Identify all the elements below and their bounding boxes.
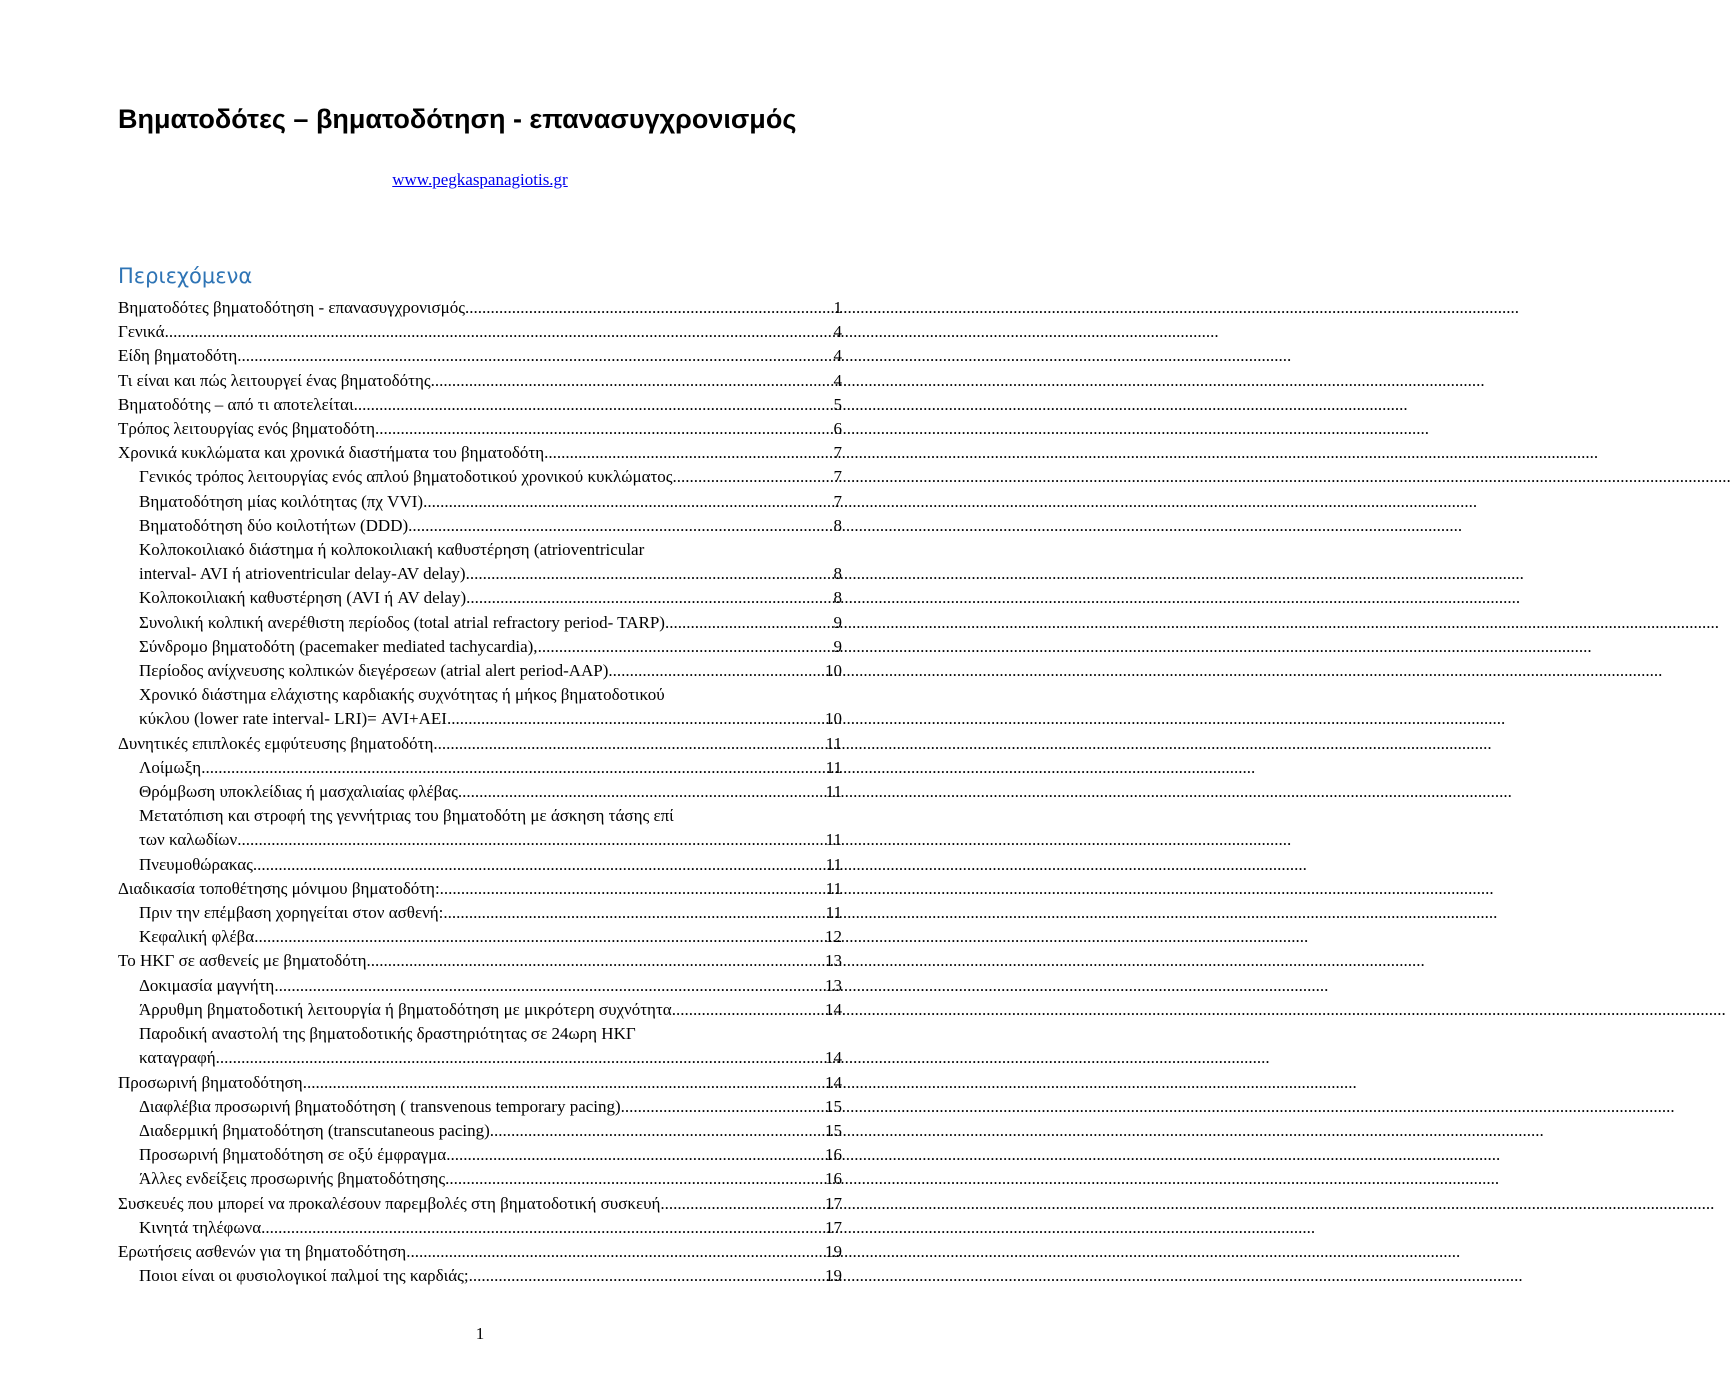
toc-entry-page: 19 [825, 1266, 842, 1286]
toc-entry-text: Συσκευές που μπορεί να προκαλέσουν παρεμβολές στη βηματοδοτική συσκευή [118, 1193, 661, 1213]
toc-entry[interactable] [118, 1167, 842, 1191]
toc-entry-page: 11 [825, 782, 842, 802]
toc-entry-page: 4 [833, 322, 842, 342]
toc-heading: Περιεχόμενα [118, 264, 253, 288]
toc-entry-page: 7 [833, 467, 842, 487]
toc-entry-text: Βηματοδότης – από τι αποτελείται [118, 394, 354, 414]
toc-entry-page: 15 [825, 1120, 842, 1140]
toc-entry-text: Κολποκοιλιακό διάστημα ή κολποκοιλιακή καθυστέρηση (atrioventricular [139, 540, 645, 560]
toc-entry-page: 13 [825, 975, 842, 995]
toc-leader-dots [261, 1216, 822, 1240]
toc-entry-text: Δυνητικές επιπλοκές εμφύτευσης βηματοδότη. [118, 733, 438, 753]
toc-leader-dots [440, 877, 823, 901]
toc-entry-page: 17 [825, 1193, 842, 1213]
toc-entry-page: 8 [833, 564, 842, 584]
toc-leader-dots [303, 1071, 822, 1095]
toc-entry-page: 10 [825, 661, 842, 681]
toc-entry-text: Κολποκοιλιακή καθυστέρηση (AVI ή AV delay) [139, 588, 467, 608]
toc-entry-page: 4 [833, 370, 842, 390]
toc-entry[interactable] [118, 1240, 842, 1264]
toc-entry-text: Βηματοδότες βηματοδότηση - επανασυγχρονισμός [118, 298, 465, 317]
toc-entry-text: Λοίμωξη [139, 757, 202, 777]
toc-entry[interactable] [118, 490, 842, 514]
toc-leader-dots [677, 465, 831, 489]
toc-leader-dots [446, 1143, 822, 1167]
toc-entry-text: Διαφλέβια προσωρινή βηματοδότηση ( transvenous temporary pacing) [139, 1096, 621, 1116]
toc-leader-dots [165, 320, 831, 344]
toc-entry-page: 5 [833, 394, 842, 414]
toc-entry-text: καταγραφή [139, 1048, 216, 1068]
toc-entry[interactable] [118, 586, 842, 610]
toc-entry[interactable] [118, 320, 842, 344]
toc-leader-dots [458, 780, 823, 804]
toc-entry[interactable] [118, 1095, 842, 1119]
toc-entry[interactable] [118, 441, 842, 465]
toc-entry[interactable] [118, 804, 842, 852]
toc-entry[interactable] [118, 925, 842, 949]
toc-entry-text: Βηματοδότηση μίας κοιλότητας (πχ VVI) [139, 491, 424, 511]
toc-entry-text: Τι είναι και πώς λειτουργεί ένας βηματοδότης [118, 370, 431, 390]
toc-entry-page: 14 [825, 1048, 842, 1068]
toc-entry-page: 19 [825, 1241, 842, 1261]
toc-leader-dots [216, 1046, 822, 1070]
toc-entry-text: των καλωδίων [139, 830, 238, 850]
toc-entry[interactable] [118, 393, 842, 417]
toc-entry-page: 15 [825, 1096, 842, 1116]
toc-entry-text: Παροδική αναστολή της βηματοδοτικής δραστηριότητας σε 24ωρη ΗΚΓ [139, 1024, 636, 1044]
toc-entry-text: Διαδερμική βηματοδότηση (transcutaneous pacing) [139, 1120, 490, 1140]
toc-leader-dots [466, 586, 830, 610]
toc-entry-text: Τρόπος λειτουργίας ενός βηματοδότη [118, 419, 376, 439]
toc-entry-page: 4 [833, 346, 842, 366]
toc-entry-page: 17 [825, 1217, 842, 1237]
toc-leader-dots [544, 441, 830, 465]
toc-entry[interactable] [118, 683, 842, 731]
toc-entry-text: Το ΗΚΓ σε ασθενείς με βηματοδότη. [118, 951, 371, 971]
toc-leader-dots [201, 756, 822, 780]
document-title: Βηματοδότες – βηματοδότηση - επανασυγχρονισμός [118, 104, 797, 134]
toc-entry-page: 11 [825, 830, 842, 850]
toc-entry[interactable] [118, 756, 842, 780]
toc-entry-page: 7 [833, 443, 842, 463]
toc-entry[interactable] [118, 369, 842, 393]
toc-leader-dots [438, 732, 823, 756]
toc-entry[interactable] [118, 780, 842, 804]
toc-entry[interactable] [118, 296, 842, 320]
toc-entry[interactable] [118, 949, 842, 973]
toc-entry[interactable] [118, 417, 842, 441]
toc-entry-text: Κεφαλική φλέβα [139, 927, 255, 947]
toc-entry-page: 9 [833, 612, 842, 632]
toc-leader-dots [237, 344, 830, 368]
toc-entry[interactable] [118, 1192, 842, 1216]
toc-entry[interactable] [118, 998, 842, 1022]
toc-entry-page: 16 [825, 1169, 842, 1189]
toc-entry-page: 11 [825, 903, 842, 923]
toc-entry[interactable] [118, 1022, 842, 1070]
toc-entry-text: interval- AVI ή atrioventricular delay-AV delay). [139, 564, 470, 584]
toc-entry-page: 8 [833, 588, 842, 608]
toc-leader-dots [237, 828, 822, 852]
toc-entry-text: Άλλες ενδείξεις προσωρινής βηματοδότησης [139, 1169, 446, 1189]
toc-entry-text: Πριν την επέμβαση χορηγείται στον ασθενή: [139, 903, 444, 923]
toc-entry[interactable] [118, 1264, 842, 1288]
toc-entry-text: Σύνδρομο βηματοδότη (pacemaker mediated tachycardia), [139, 636, 538, 656]
toc-entry-text: Πνευμοθώρακας [139, 854, 253, 874]
toc-leader-dots [469, 1264, 822, 1288]
toc-leader-dots [274, 974, 822, 998]
toc-entry[interactable] [118, 659, 842, 683]
toc-entry-page: 12 [825, 927, 842, 947]
toc-entry[interactable] [118, 538, 842, 586]
toc-entry-page: 13 [825, 951, 842, 971]
toc-entry-text: Βηματοδότηση δύο κοιλοτήτων (DDD) [139, 515, 409, 535]
table-of-contents [118, 296, 842, 1288]
toc-entry[interactable] [118, 732, 842, 756]
toc-entry-text: Προσωρινή βηματοδότηση σε οξύ έμφραγμα [139, 1145, 447, 1165]
toc-entry-text: Συνολική κολπική ανερέθιστη περίοδος (total atrial refractory period- TARP) [139, 612, 665, 632]
toc-entry[interactable] [118, 1119, 842, 1143]
toc-entry-text: Ερωτήσεις ασθενών για τη βηματοδότηση [118, 1241, 407, 1261]
toc-leader-dots [490, 1119, 822, 1143]
toc-leader-dots [538, 635, 831, 659]
toc-entry-text: Δοκιμασία μαγνήτη [139, 975, 275, 995]
toc-entry[interactable] [118, 1216, 842, 1240]
toc-leader-dots [672, 998, 822, 1022]
toc-entry-text: Γενικά [118, 322, 165, 342]
toc-entry[interactable] [118, 877, 842, 901]
toc-entry[interactable] [118, 901, 842, 925]
toc-entry-text: Μετατόπιση και στροφή της γεννήτριας του βηματοδότη με άσκηση τάσης επί [139, 806, 674, 826]
toc-entry-page: 8 [833, 515, 842, 535]
toc-leader-dots [371, 949, 822, 973]
toc-entry-text: Γενικός τρόπος λειτουργίας ενός απλού βηματοδοτικού χρονικού κυκλώματος. [139, 467, 677, 487]
toc-leader-dots [608, 659, 822, 683]
toc-entry-page: 6 [833, 419, 842, 439]
toc-leader-dots [406, 1240, 822, 1264]
toc-entry[interactable] [118, 465, 842, 489]
toc-leader-dots [431, 369, 831, 393]
toc-entry-text: Κινητά τηλέφωνα [139, 1217, 262, 1237]
toc-leader-dots [660, 1192, 822, 1216]
toc-leader-dots [665, 611, 831, 635]
toc-entry[interactable] [118, 1071, 842, 1095]
toc-entry-text: Χρονικά κυκλώματα και χρονικά διαστήματα του βηματοδότη [118, 443, 545, 463]
toc-entry-text: Άρρυθμη βηματοδοτική λειτουργία ή βηματοδότηση με μικρότερη συχνότητα [139, 999, 672, 1019]
toc-leader-dots [465, 296, 831, 320]
toc-entry-text: Είδη βηματοδότη [118, 346, 238, 366]
toc-leader-dots [253, 853, 823, 877]
toc-entry-page: 11 [825, 757, 842, 777]
website-link[interactable]: www.pegkaspanagiotis.gr [392, 170, 568, 189]
toc-entry-text: Διαδικασία τοποθέτησης μόνιμου βηματοδότη: [118, 878, 440, 898]
toc-leader-dots [470, 562, 831, 586]
toc-leader-dots [354, 393, 831, 417]
toc-entry[interactable] [118, 635, 842, 659]
toc-entry-page: 11 [825, 733, 842, 753]
toc-entry[interactable] [118, 853, 842, 877]
toc-entry[interactable] [118, 1143, 842, 1167]
toc-leader-dots [423, 490, 830, 514]
toc-entry-page: 1 [833, 298, 842, 317]
toc-entry-page: 7 [833, 491, 842, 511]
toc-entry-text: Θρόμβωση υποκλείδιας ή μασχαλιαίας φλέβας [139, 782, 458, 802]
toc-entry-page: 16 [825, 1145, 842, 1165]
toc-entry[interactable] [118, 974, 842, 998]
toc-entry-page: 10 [825, 709, 842, 729]
toc-entry-page: 14 [825, 1072, 842, 1092]
toc-entry[interactable] [118, 514, 842, 538]
toc-entry-text: Περίοδος ανίχνευσης κολπικών διεγέρσεων (atrial alert period-AAP) [139, 661, 609, 681]
toc-entry-page: 11 [825, 878, 842, 898]
toc-leader-dots [443, 901, 822, 925]
page-number: 1 [475, 1324, 485, 1343]
toc-leader-dots [451, 707, 822, 731]
toc-entry-text: Χρονικό διάστημα ελάχιστης καρδιακής συχνότητας ή μήκος βηματοδοτικού [139, 685, 665, 705]
toc-entry-text: Προσωρινή βηματοδότηση [118, 1072, 303, 1092]
toc-entry-page: 9 [833, 636, 842, 656]
toc-leader-dots [254, 925, 822, 949]
toc-leader-dots [445, 1167, 822, 1191]
toc-entry[interactable] [118, 344, 842, 368]
toc-entry-page: 11 [825, 854, 842, 874]
toc-leader-dots [408, 514, 830, 538]
toc-entry[interactable] [118, 611, 842, 635]
toc-entry-page: 14 [825, 999, 842, 1019]
toc-entry-text: κύκλου (lower rate interval- LRI)= AVI+AEI. [139, 709, 452, 729]
toc-leader-dots [375, 417, 830, 441]
toc-entry-text: Ποιοι είναι οι φυσιολογικοί παλμοί της καρδιάς; [139, 1266, 469, 1286]
toc-leader-dots [621, 1095, 822, 1119]
